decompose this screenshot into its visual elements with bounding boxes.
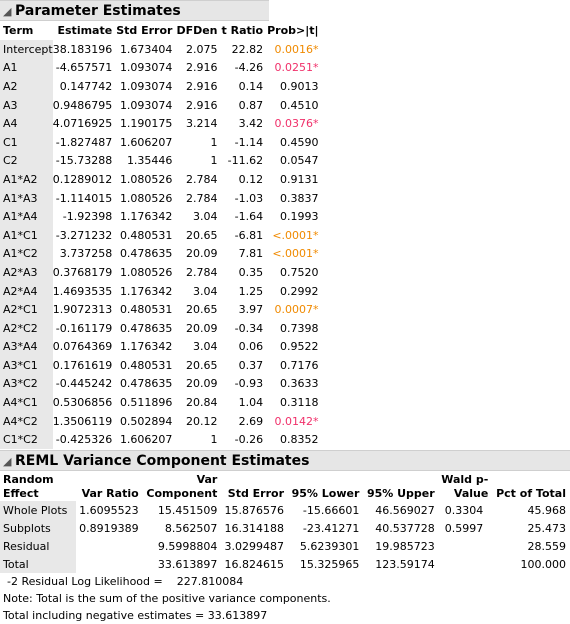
table-row <box>0 300 323 319</box>
value-cell: 15.451509 <box>157 503 218 517</box>
value-cell: 0.1761619 <box>52 358 113 372</box>
column-header[interactable]: DFDen <box>176 24 218 37</box>
column-header[interactable]: Pct of Total <box>496 487 566 501</box>
value-cell: 15.876576 <box>224 503 284 517</box>
value-cell: 1.4693535 <box>52 284 113 298</box>
table-row <box>0 133 323 152</box>
value-cell: 20.12 <box>186 414 218 428</box>
value-cell: 1.190175 <box>119 117 173 131</box>
value-cell: 2.916 <box>186 98 218 112</box>
value-cell: -1.114015 <box>55 191 113 205</box>
value-cell: 1.6095523 <box>79 503 139 517</box>
value-cell: 8.562507 <box>164 521 218 535</box>
value-cell: 0.5306856 <box>52 396 113 410</box>
column-header[interactable]: 95% Upper <box>366 487 435 501</box>
value-cell: 7.81 <box>238 247 264 261</box>
value-cell: 3.214 <box>186 117 218 131</box>
table-row <box>0 114 323 133</box>
value-cell: 0.3633 <box>280 377 319 391</box>
value-cell: -0.161179 <box>55 321 113 335</box>
parameter-estimates-header[interactable] <box>0 0 269 21</box>
section-title: REML Variance Component Estimates <box>15 453 310 470</box>
value-cell: 40.537728 <box>375 521 435 535</box>
value-cell: 0.37 <box>238 358 264 372</box>
table-header-row <box>0 473 570 501</box>
table-row <box>0 59 323 78</box>
value-cell: -6.81 <box>234 228 264 242</box>
value-cell: 0.8919389 <box>79 521 139 535</box>
disclosure-triangle-icon[interactable]: ◢ <box>3 5 12 18</box>
column-header[interactable]: t Ratio <box>221 24 264 37</box>
term-cell: C1 <box>0 133 53 152</box>
table-row <box>0 189 323 208</box>
value-cell: -4.657571 <box>55 61 113 75</box>
column-header[interactable]: Prob>|t| <box>267 24 319 37</box>
term-cell: A2*A3 <box>0 263 53 282</box>
value-cell: 0.4590 <box>280 135 319 149</box>
table-row <box>0 77 323 96</box>
value-cell: -23.41271 <box>302 521 360 535</box>
value-cell: 22.82 <box>231 42 264 56</box>
value-cell: 0.87 <box>238 98 264 112</box>
value-cell: 0.480531 <box>119 228 173 242</box>
value-cell: 1.080526 <box>119 191 173 205</box>
value-cell: 1.606207 <box>119 135 173 149</box>
reml-variance-table <box>0 473 570 573</box>
term-cell: A1*C2 <box>0 245 53 264</box>
value-cell: -15.73288 <box>55 154 113 168</box>
value-cell: 0.3837 <box>280 191 319 205</box>
value-cell: 16.824615 <box>224 557 284 571</box>
value-cell: 1.176342 <box>119 340 173 354</box>
column-header[interactable]: Var Ratio <box>81 487 139 501</box>
value-cell: 1.606207 <box>119 433 173 447</box>
table-row <box>0 282 323 301</box>
table-row <box>0 537 570 555</box>
value-cell: 0.1993 <box>280 210 319 224</box>
value-cell: 20.09 <box>186 377 218 391</box>
effect-cell: Total <box>0 555 76 573</box>
value-cell: -0.425326 <box>55 433 113 447</box>
value-cell: 1 <box>210 433 218 447</box>
column-header[interactable]: Estimate <box>57 24 113 37</box>
value-cell: 0.480531 <box>119 303 173 317</box>
table-header-row <box>0 21 323 40</box>
value-cell: 0.14 <box>238 79 264 93</box>
value-cell: 16.314188 <box>224 521 284 535</box>
term-cell: A2*A4 <box>0 282 53 301</box>
effect-cell: Subplots <box>0 519 76 537</box>
value-cell: 20.65 <box>186 358 218 372</box>
table-row <box>0 412 323 431</box>
value-cell: -4.26 <box>234 61 264 75</box>
value-cell <box>76 555 143 573</box>
value-cell: 0.478635 <box>119 321 173 335</box>
table-row <box>0 555 570 573</box>
value-cell: 2.784 <box>186 172 218 186</box>
value-cell: 1.080526 <box>119 172 173 186</box>
note-line: Note: Total is the sum of the positive variance components. <box>3 592 331 606</box>
value-cell: 0.7176 <box>280 358 319 372</box>
value-cell: 1.093074 <box>119 98 173 112</box>
term-cell: A4*C1 <box>0 393 53 412</box>
value-cell: -0.26 <box>234 433 264 447</box>
value-cell: 1.176342 <box>119 284 173 298</box>
value-cell: -1.14 <box>234 135 264 149</box>
table-row <box>0 207 323 226</box>
value-cell: 0.0764369 <box>52 340 113 354</box>
value-cell: 0.0376* <box>274 117 319 131</box>
value-cell: 0.0251* <box>274 61 319 75</box>
term-cell: A1 <box>0 59 53 78</box>
column-header[interactable]: Wald p- Value <box>441 473 489 501</box>
term-cell: A3*A4 <box>0 338 53 357</box>
parameter-estimates-table <box>0 21 323 449</box>
value-cell: -3.271232 <box>55 228 113 242</box>
table-row <box>0 338 323 357</box>
term-cell: A3*C2 <box>0 375 53 394</box>
value-cell: 20.09 <box>186 321 218 335</box>
value-cell: 0.12 <box>238 172 264 186</box>
value-cell: 0.478635 <box>119 247 173 261</box>
value-cell: 20.84 <box>186 396 218 410</box>
table-row <box>0 263 323 282</box>
column-header[interactable]: Std Error <box>227 487 284 501</box>
effect-cell: Whole Plots <box>0 501 76 519</box>
value-cell: 1.35446 <box>126 154 173 168</box>
value-cell: 5.6239301 <box>299 539 360 553</box>
value-cell: 0.480531 <box>119 358 173 372</box>
column-header[interactable]: Term <box>3 24 34 37</box>
value-cell: 1.093074 <box>119 79 173 93</box>
value-cell: 20.65 <box>186 228 218 242</box>
value-cell <box>76 537 143 555</box>
value-cell: 0.9522 <box>280 340 319 354</box>
disclosure-triangle-icon[interactable]: ◢ <box>3 455 12 469</box>
value-cell: 38.183196 <box>52 42 113 56</box>
value-cell: 1 <box>210 154 218 168</box>
term-cell: A3 <box>0 96 53 115</box>
column-header[interactable]: 95% Lower <box>291 487 360 501</box>
value-cell: -15.66601 <box>302 503 360 517</box>
value-cell: 100.000 <box>520 557 566 571</box>
term-cell: A1*A4 <box>0 207 53 226</box>
value-cell: 3.97 <box>238 303 264 317</box>
value-cell: 46.569027 <box>375 503 435 517</box>
table-row <box>0 245 323 264</box>
value-cell: -0.445242 <box>55 377 113 391</box>
term-cell: A2*C2 <box>0 319 53 338</box>
value-cell: 0.35 <box>238 265 264 279</box>
column-header[interactable]: Std Error <box>116 24 173 37</box>
value-cell: -0.93 <box>234 377 264 391</box>
value-cell: 3.04 <box>193 340 218 354</box>
table-row <box>0 226 323 245</box>
value-cell: 0.511896 <box>119 396 173 410</box>
table-row <box>0 430 323 449</box>
term-cell: Intercept <box>0 40 53 59</box>
value-cell: -1.827487 <box>55 135 113 149</box>
value-cell: 0.147742 <box>59 79 113 93</box>
value-cell: 2.916 <box>186 79 218 93</box>
value-cell: 2.075 <box>186 42 218 56</box>
term-cell: A4 <box>0 114 53 133</box>
value-cell: 45.968 <box>527 503 566 517</box>
term-cell: A1*A2 <box>0 170 53 189</box>
term-cell: C2 <box>0 152 53 171</box>
table-row <box>0 319 323 338</box>
value-cell: 0.0142* <box>274 414 319 428</box>
table-row <box>0 40 323 59</box>
value-cell: 1.3506119 <box>52 414 113 428</box>
table-row <box>0 501 570 519</box>
value-cell: 2.69 <box>238 414 264 428</box>
value-cell: 1.093074 <box>119 61 173 75</box>
value-cell: 0.7398 <box>280 321 319 335</box>
value-cell: 0.478635 <box>119 377 173 391</box>
value-cell: 0.9013 <box>280 79 319 93</box>
value-cell: 0.502894 <box>119 414 173 428</box>
value-cell: 0.3768179 <box>52 265 113 279</box>
value-cell: 0.3118 <box>280 396 319 410</box>
effect-cell: Residual <box>0 537 76 555</box>
value-cell: 28.559 <box>527 539 566 553</box>
value-cell: 0.2992 <box>280 284 319 298</box>
value-cell: 0.8352 <box>280 433 319 447</box>
value-cell: -1.64 <box>234 210 264 224</box>
value-cell: 19.985723 <box>375 539 435 553</box>
value-cell: 0.3304 <box>444 503 484 517</box>
value-cell: 3.42 <box>238 117 264 131</box>
value-cell: 3.0299487 <box>224 539 284 553</box>
term-cell: A1*A3 <box>0 189 53 208</box>
value-cell: 1.176342 <box>119 210 173 224</box>
value-cell <box>439 537 493 555</box>
value-cell: -11.62 <box>227 154 264 168</box>
value-cell: 0.0016* <box>274 42 319 56</box>
term-cell: A1*C1 <box>0 226 53 245</box>
reml-notes <box>0 573 570 624</box>
log-likelihood-line: -2 Residual Log Likelihood = 227.810084 <box>7 575 244 589</box>
table-row <box>0 170 323 189</box>
value-cell: 1.25 <box>238 284 264 298</box>
table-row <box>0 375 323 394</box>
term-cell: C1*C2 <box>0 430 53 449</box>
value-cell: <.0001* <box>272 228 319 242</box>
reml-variance-header[interactable] <box>0 450 570 471</box>
term-cell: A2 <box>0 77 53 96</box>
value-cell: 4.0716925 <box>52 117 113 131</box>
value-cell: 2.784 <box>186 265 218 279</box>
value-cell: 0.1289012 <box>52 172 113 186</box>
value-cell: 0.0007* <box>274 303 319 317</box>
total-negative-line: Total including negative estimates = 33.613897 <box>3 609 268 623</box>
value-cell: 20.09 <box>186 247 218 261</box>
value-cell: 1.080526 <box>119 265 173 279</box>
value-cell: 20.65 <box>186 303 218 317</box>
section-title: Parameter Estimates <box>15 3 181 19</box>
value-cell: 2.784 <box>186 191 218 205</box>
term-cell: A3*C1 <box>0 356 53 375</box>
table-row <box>0 519 570 537</box>
value-cell: -1.03 <box>234 191 264 205</box>
value-cell: 1.9072313 <box>52 303 113 317</box>
value-cell: -1.92398 <box>62 210 113 224</box>
value-cell: 2.916 <box>186 61 218 75</box>
table-row <box>0 96 323 115</box>
value-cell: 0.7520 <box>280 265 319 279</box>
value-cell: 3.737258 <box>59 247 113 261</box>
term-cell: A2*C1 <box>0 300 53 319</box>
value-cell: 123.59174 <box>375 557 435 571</box>
table-row <box>0 356 323 375</box>
value-cell <box>439 555 493 573</box>
column-header[interactable]: Random Effect <box>3 473 54 501</box>
value-cell: 3.04 <box>193 210 218 224</box>
value-cell: 1.673404 <box>119 42 173 56</box>
value-cell: 3.04 <box>193 284 218 298</box>
value-cell: 0.5997 <box>444 521 484 535</box>
value-cell: -0.34 <box>234 321 264 335</box>
value-cell: 0.9486795 <box>52 98 113 112</box>
value-cell: 0.0547 <box>280 154 319 168</box>
value-cell: 33.613897 <box>157 557 218 571</box>
table-row <box>0 152 323 171</box>
value-cell: 0.4510 <box>280 98 319 112</box>
value-cell: 0.9131 <box>280 172 319 186</box>
value-cell: 15.325965 <box>299 557 360 571</box>
value-cell: <.0001* <box>272 247 319 261</box>
table-row <box>0 393 323 412</box>
value-cell: 25.473 <box>527 521 566 535</box>
value-cell: 9.5998804 <box>157 539 218 553</box>
term-cell: A4*C2 <box>0 412 53 431</box>
value-cell: 1.04 <box>238 396 264 410</box>
value-cell: 0.06 <box>238 340 264 354</box>
column-header[interactable]: Var Component <box>146 473 218 501</box>
value-cell: 1 <box>210 135 218 149</box>
